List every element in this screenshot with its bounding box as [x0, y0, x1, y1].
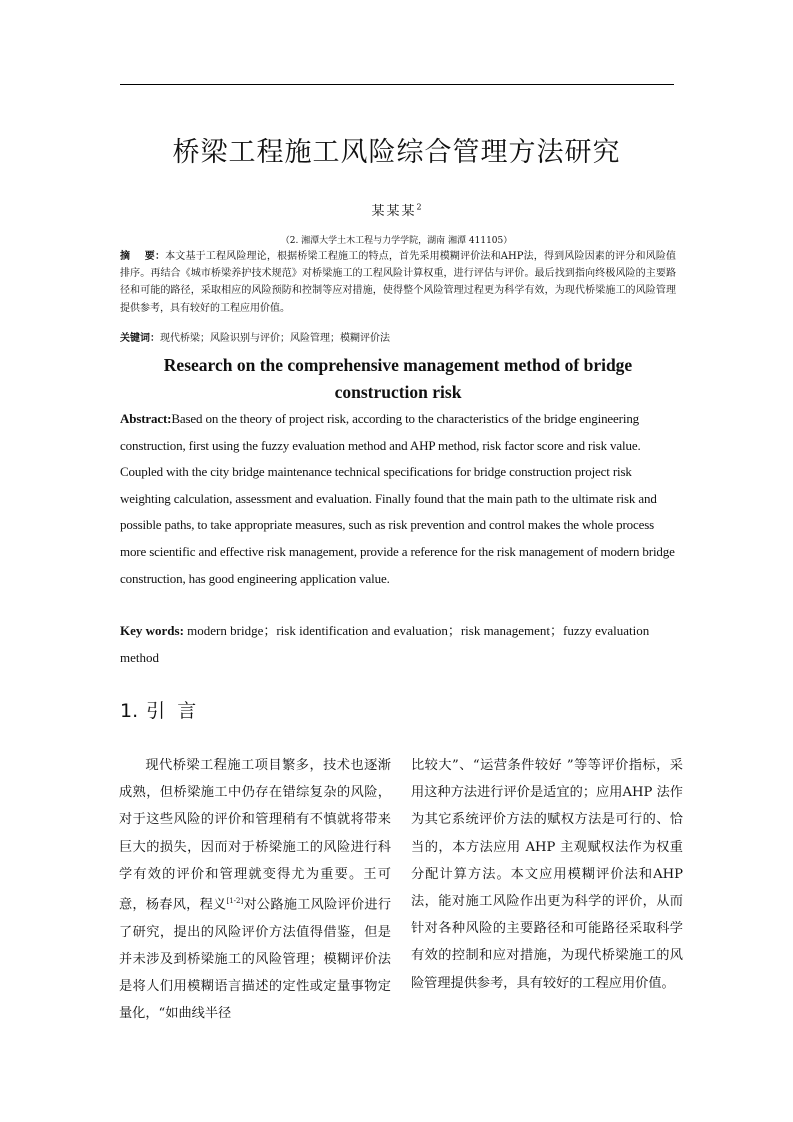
affiliation: （2. 湘潭大学土木工程与力学学院，湖南 湘潭 411105）	[280, 236, 513, 246]
abstract-english-text: Based on the theory of project risk, according to the characteristics of the bridge engineering construction, first using the fuzzy evaluation method and AHP method, risk factor score and risk value. Coupled with the city bridge maintenance technical specifications for bridge construction project risk weighting calculation, assessment and evaluation. Finally found that the main path to the ultimate risk and possible paths, to take appropriate measures, such as risk prevention and control makes the whole process more scientific and effective risk management, provide a reference for the risk management of modern bridge construction, has good engineering application value.	[120, 411, 675, 586]
english-title: Research on the comprehensive management method of bridge construction risk	[163, 355, 633, 402]
citation: [1-2]	[226, 897, 244, 906]
body-column-left	[119, 752, 391, 1027]
keywords-chinese-label: 关键词：	[120, 333, 160, 344]
abstract-english-label: Abstract:	[120, 411, 172, 426]
body-left-text-2: 对公路施工风险评价进行了研究，提出的风险评价方法值得借鉴，但是并未涉及到桥梁施工的风险管理；模糊评价法是将人们用模糊语言描述的定性或定量事物定量化，“如曲线半径	[119, 897, 392, 1022]
section-title: 引 言	[146, 700, 197, 722]
keywords-english	[120, 618, 676, 671]
header-rule	[120, 84, 674, 85]
abstract-chinese-text: 本文基于工程风险理论，根据桥梁工程施工的特点，首先采用模糊评价法和AHP法，得到风险因素的评分和风险值排序。再结合《城市桥梁养护技术规范》对桥梁施工的工程风险计算权重，进行评估与评价。最后找到指向终极风险的主要路径和可能的路径，采取相应的风险预防和控制等应对措施，使得整个风险管理过程更为科学有效，为现代桥梁施工的风险管理提供参考，具有较好的工程应用价值。	[120, 251, 676, 314]
keywords-chinese	[120, 331, 676, 347]
keywords-english-text: modern bridge；risk identification and evaluation；risk management；fuzzy evaluation method	[120, 623, 650, 665]
body-right-text: 比较大”、“运营条件较好 ”等等评价指标，采用这种方法进行评价是适宜的；应用AHP 法作为其它系统评价方法的赋权方法是可行的、恰当的，本方法应用 AHP 主观赋权法作为权重分配计算方法。本文应用模糊评价法和AHP法，能对施工风险作出更为科学的评价，从而针对各种风险的主要路径和可能路径采取科学有效的控制和应对措施，为现代桥梁施工的风险管理提供参考，具有较好的工程应用价值。	[411, 758, 683, 991]
body-left-text-1: 现代桥梁工程施工项目繁多，技术也逐渐成熟，但桥梁施工中仍存在错综复杂的风险，对于这些风险的评价和管理稍有不慎就将带来巨大的损失，因而对于桥梁施工的风险进行科学有效的评价和管理就变得尤为重要。王可意，杨春风，程义	[119, 758, 391, 913]
body-column-right	[411, 752, 683, 997]
author-line	[0, 200, 793, 219]
section-heading-introduction	[120, 696, 196, 723]
abstract-english	[120, 406, 676, 592]
abstract-chinese-label: 摘 要：	[120, 251, 166, 262]
author-name: 某某某	[371, 204, 417, 219]
paper-title: 桥梁工程施工风险综合管理方法研究	[172, 137, 621, 168]
section-number: 1.	[120, 700, 139, 722]
abstract-chinese	[120, 248, 676, 317]
author-affiliation-mark: 2	[416, 202, 422, 212]
keywords-chinese-text: 现代桥梁；风险识别与评价；风险管理；模糊评价法	[160, 333, 390, 344]
keywords-english-label: Key words:	[120, 623, 184, 638]
